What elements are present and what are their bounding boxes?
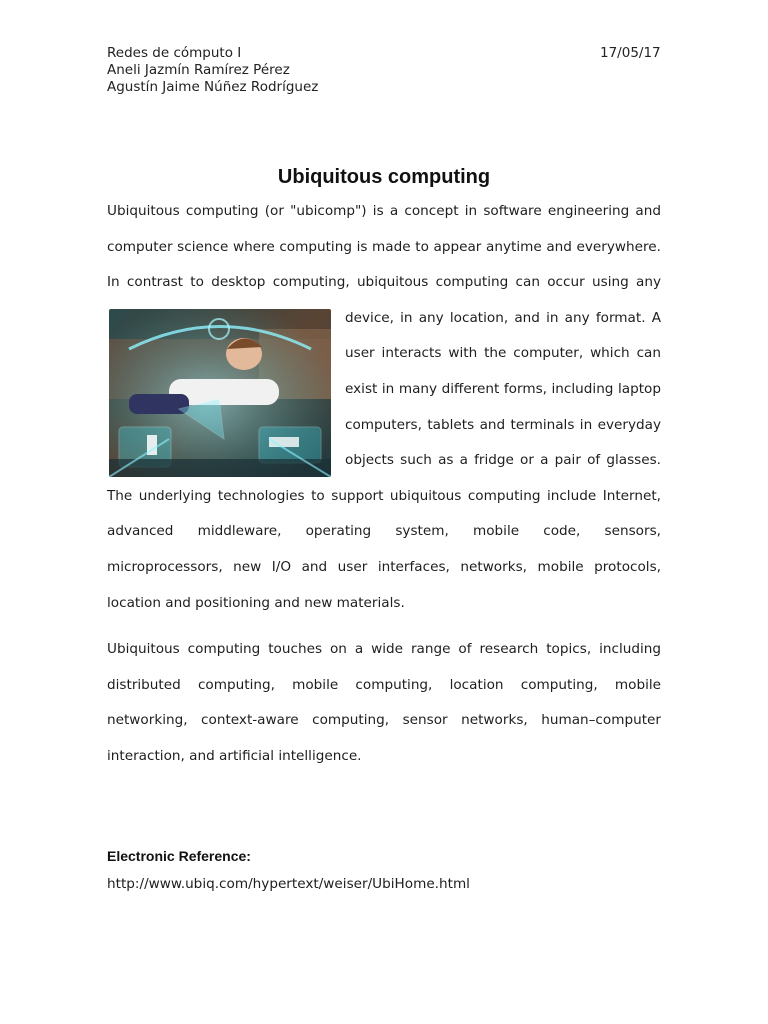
header-block	[107, 45, 318, 96]
paragraph-research-topics: Ubiquitous computing touches on a wide range of research topics, including distributed computing, mobile computing, location computing, mobile networking, context-aware computing, sensor networks, human–computer interaction, and artificial intelligence.	[107, 641, 661, 764]
document-title: Ubiquitous computing	[277, 166, 491, 188]
reference-link[interactable]: http://www.ubiq.com/hypertext/weiser/UbiHome.html	[107, 876, 470, 892]
photo-illustration	[109, 309, 331, 477]
author-name: Agustín Jaime Núñez Rodríguez	[107, 79, 319, 95]
ubiquitous-computing-photo	[109, 309, 331, 477]
document-date: 17/05/17	[600, 45, 661, 61]
course-name: Redes de cómputo I	[107, 45, 242, 61]
paragraph-lead-text: Ubiquitous computing (or "ubicomp") is a concept in software engineering and computer science where computing is made to appear anytime and everywhere. In contrast to desktop computing, ubiquitous computing can occur using any device,	[107, 203, 661, 326]
reference-heading: Electronic Reference:	[107, 848, 251, 864]
author-name: Aneli Jazmín Ramírez Pérez	[107, 62, 290, 78]
paragraph-wrap-text: in any location, and in any format. A user interacts with the computer, which can exist in many different forms, including laptop computers, tablets and terminals in everyday objects such as a fridge or a pair of glasses. The underlying technologies to support ubiquitous computing include Internet, advanced middleware, operating system, mobile code, sensors, microprocessors, new I/O and user interfaces, networks, mobile protocols, location and positioning and new materials.	[107, 309, 661, 611]
paragraph-intro	[107, 194, 661, 621]
